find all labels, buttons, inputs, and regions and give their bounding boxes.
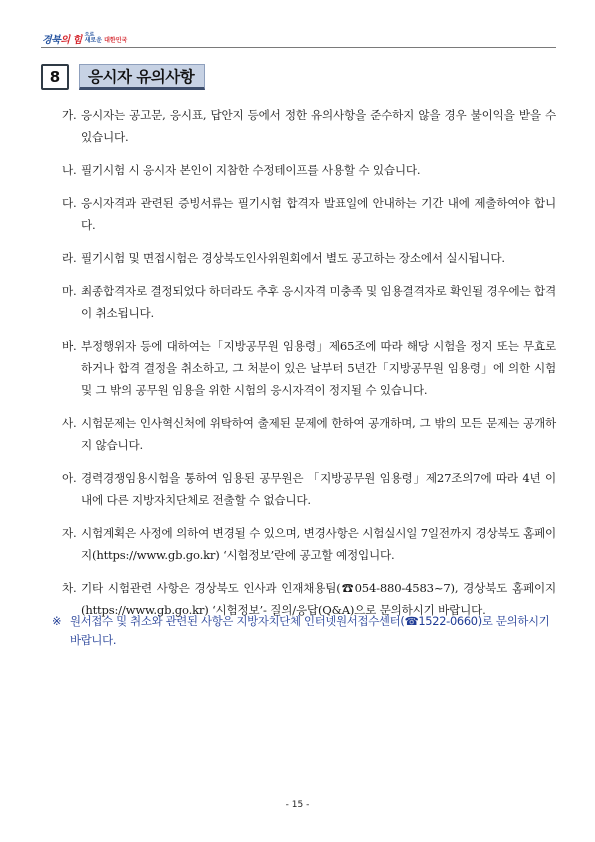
item-marker: 자.	[62, 526, 77, 540]
notice-list	[62, 104, 556, 632]
item-text: 시험문제는 인사혁신처에 위탁하여 출제된 문제에 한하여 공개하며, 그 밖의 모든 문제는 공개하지 않습니다.	[81, 416, 556, 452]
item-marker: 바.	[62, 339, 77, 353]
logo-script	[42, 31, 82, 46]
header-divider	[41, 47, 556, 48]
reference-note	[52, 612, 556, 650]
item-marker: 가.	[62, 108, 77, 122]
list-item	[62, 192, 556, 236]
section-number: 8	[41, 64, 69, 90]
page-number: - 15 -	[285, 800, 310, 810]
gyeongbuk-logo	[42, 30, 127, 46]
item-marker: 마.	[62, 284, 77, 298]
item-marker: 나.	[62, 163, 77, 177]
logo-tagline-line2	[85, 38, 128, 45]
list-item	[62, 159, 556, 181]
list-item	[62, 280, 556, 324]
logo-tagline-line1: 으로	[84, 31, 95, 38]
logo-script-blue: 경북	[42, 34, 61, 46]
item-marker: 차.	[62, 581, 77, 595]
list-item	[62, 247, 556, 269]
item-text: 부정행위자 등에 대하여는「지방공무원 임용령」제65조에 따라 해당 시험을 정지 또는 무효로 하거나 합격 결정을 취소하고, 그 처분이 있은 날부터 5년간「지방공무원 임용령」에 의한 시험 및 그 밖의 공무원 임용을 위한 시험의 응시자격이 정지될 수 있습니다.	[81, 339, 556, 397]
logo-script-red: 의 힘	[60, 34, 82, 46]
logo-tagline	[85, 32, 128, 45]
item-text: 기타 시험관련 사항은 경상북도 인사과 인재채용팀(☎054-880-4583~7), 경상북도 홈페이지(https://www.gb.go.kr) ‘시험정보’- 질의/응답(Q&A)으로 문의하시기 바랍니다.	[81, 581, 556, 617]
item-text: 경력경쟁임용시험을 통하여 임용된 공무원은 「지방공무원 임용령」제27조의7에 따라 4년 이내에 다른 지방자치단체로 전출할 수 없습니다.	[81, 471, 556, 507]
note-text: 원서접수 및 취소와 관련된 사항은 지방자치단체 인터넷원서접수센터(☎1522-0660)로 문의하시기 바랍니다.	[70, 614, 550, 647]
list-item	[62, 522, 556, 566]
item-text: 응시자격과 관련된 증빙서류는 필기시험 합격자 발표일에 안내하는 기간 내에 제출하여야 합니다.	[81, 196, 556, 232]
item-text: 필기시험 시 응시자 본인이 지참한 수정테이프를 사용할 수 있습니다.	[81, 163, 421, 177]
item-text: 시험계획은 사정에 의하여 변경될 수 있으며, 변경사항은 시험실시일 7일전까지 경상북도 홈페이지(https://www.gb.go.kr) ‘시험정보’란에 공고할 예정입니다.	[81, 526, 556, 562]
logo-tagline-blue: 새로운	[84, 37, 103, 44]
list-item	[62, 467, 556, 511]
item-marker: 사.	[62, 416, 77, 430]
item-marker: 라.	[62, 251, 77, 265]
item-marker: 아.	[62, 471, 77, 485]
note-marker: ※	[52, 614, 62, 628]
logo-tagline-red: 대한민국	[104, 37, 128, 44]
item-text: 최종합격자로 결정되었다 하더라도 추후 응시자격 미충족 및 임용결격자로 확인될 경우에는 합격이 취소됩니다.	[81, 284, 556, 320]
item-text: 필기시험 및 면접시험은 경상북도인사위원회에서 별도 공고하는 장소에서 실시됩니다.	[81, 251, 505, 265]
section-heading	[41, 63, 205, 91]
item-marker: 다.	[62, 196, 77, 210]
item-text: 응시자는 공고문, 응시표, 답안지 등에서 정한 유의사항을 준수하지 않을 경우 불이익을 받을 수 있습니다.	[81, 108, 556, 144]
section-title: 응시자 유의사항	[79, 64, 205, 90]
list-item	[62, 335, 556, 401]
list-item	[62, 412, 556, 456]
list-item	[62, 104, 556, 148]
